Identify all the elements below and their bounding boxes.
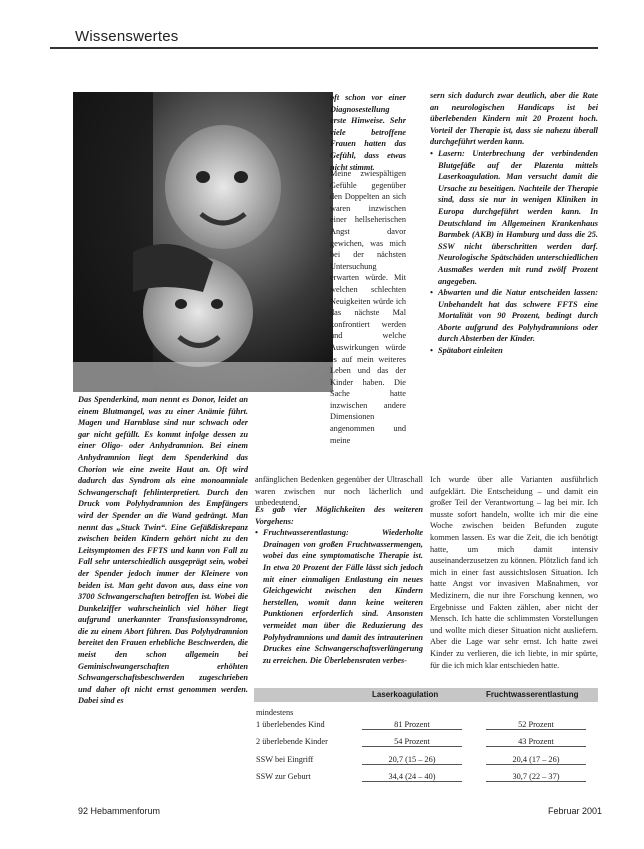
column-d-top: sern sich dadurch zwar deutlich, aber die Rate an neurologischen Handicaps ist bei überlebenden Kindern mit 20 Prozent hoch. Vorteil der Therapie ist, dass sie nahezu überall durchgeführt werden kann. [430, 91, 598, 147]
column-d-body: Ich wurde über alle Varianten ausführlich aufgeklärt. Die Entscheidung – und damit ein großer Teil der Verantwortung – lag bei mir. Ich musste sofort handeln, wollte ich mir die eine Woche zwischen beiden Befunden zugute kommen lassen. Es war die Zeit, die ich benötigt hatte, um mich damit intensiv auseinanderzusetzen zu können. Plötzlich fand ich mich in einer fast aussichtslosen Situation. Ich hatte Angst vor invasiven Maßnahmen, vor Medizinern, die nur ihre Forschung kennen, wo Ergebnisse und Fakten zählen, aber nicht der Mensch. Ich hatte die schlimmsten Vorstellungen und wollte mich dieser Situation nicht ausliefern. Aber die Lage war sehr ernst. Ich hatte zwei Kinder zu verlieren, die ich liebte, in mir spürte, für die ich mich klar entschieden hatte. [430, 475, 598, 670]
table-row-label: SSW zur Geburt [256, 772, 311, 781]
table-row-label: 2 überlebende Kinder [256, 737, 328, 746]
twins-photo [73, 92, 333, 392]
table-cell: 20,4 (17 – 26) [486, 755, 586, 765]
option-item: • Fruchtwasserentlastung: Wiederholte Drainagen von großen Fruchtwassermengen, wobei das eine symptomatische Therapie ist. In etwa 20 Prozent der Fälle lässt sich jedoch mit einer einmaligen Entlastung ein neues Gleichgewicht zwischen den Kindern herstellen, womit dann keine weiteren Punktionen erforderlich sind. Ansonsten vermeidet man über die Reduzierung des Polyhydramnions und damit des intrauterinen Druckes eine Schwangerschaftsverlängerung zu erreichen. Die Überlebensraten verbes- [255, 527, 423, 666]
table-header [254, 688, 598, 702]
table-row-label: SSW bei Eingriff [256, 755, 314, 764]
column-b-text: Meine zwiespältigen Gefühle gegenüber den Doppelten an sich waren inzwischen einer hellseherischen Angst davor gewichen, was mich bei der nächsten Untersuchung erwarten würde. Mit welchen schlechten Neuigkeiten würde ich das nächste Mal konfrontiert werden und welche Auswirkungen würde es auf mein weiteres Leben und das der Kinder haben. Die Sache hatte inzwischen andere Dimensionen angenommen und meine [330, 169, 406, 445]
table-row-label: 1 überlebendes Kind [256, 720, 325, 729]
table-cell: 30,7 (22 – 37) [486, 772, 586, 782]
table-cell: 43 Prozent [486, 737, 586, 747]
header-laser: Laserkoagulation [372, 690, 439, 699]
comparison-table [254, 688, 598, 788]
options-list-continued [430, 148, 598, 357]
option-item: • Abwarten und die Natur entscheiden lassen: Unbehandelt hat das schwere FFTS eine Mortalität von 90 Prozent, bedingt durch Aborte aufgrund des Polyhydramnions oder durch Absterben der Kinder. [430, 287, 598, 345]
header-fluid: Fruchtwasserentlastung [486, 690, 579, 699]
column-b-intro: oft schon vor einer Diagnosestellung erste Hinweise. Sehr viele betroffene Frauen hatten das Gefühl, dass etwas nicht stimmt. [330, 93, 406, 172]
column-d-text [430, 90, 598, 357]
footer-page-info: 92 Hebammenforum [78, 806, 161, 816]
column-c-list [255, 504, 423, 666]
option-item: • Spätabort einleiten [430, 345, 598, 357]
photo-caption: Das Spenderkind, man nennt es Donor, leidet an einem Blutmangel, was zu einer Anämie führt. Magen und Harnblase sind nur schwach oder gar nicht gefüllt. Es kommt infolge dessen zu einer Oligo- oder Anhydramnion. Bei einem Anhydramnion liegt dem Spenderkind das Chorion wie eine zweite Haut an. Oft wird dadurch das Syndrom als eine monoamniale Schwangerschaft fehlinterpretiert. Durch den Druck vom Polyhydramnion des Empfängers wird der Spender an die Wand gedrängt. Man nennt das „Stuck Twin“. Eine Gefäßdiskrepanz zwischen beiden Kindern gehört nicht zu den Leitsymptomen des FFTS und kann von Fall zu Fall sehr unterschiedlich ausgeprägt sein, wobei der Spender jedoch immer der Kleinere von beiden ist. Man geht davon aus, dass eine von 3700 Schwangerschaften betroffen ist. Wobei die Dunkelziffer wahrscheinlich viel höher liegt aufgrund unerkannter Transfusionssyndrome, die zu einem Abort führen. Das Polyhydramnion bereitet den Frauen erhebliche Beschwerden, die meist den schon allgemein bei Geminischwangerschaften erhöhten Schwangerschaftsbeschwerden zugeschrieben und daher oft nicht ernst genommen werden. Dabei sind es [78, 395, 248, 706]
section-title: Wissenswertes [75, 28, 179, 45]
options-intro: Es gab vier Möglichkeiten des weiteren Vorgehens: [255, 505, 423, 526]
table-cell: 34,4 (24 – 40) [362, 772, 462, 782]
footer-date: Februar 2001 [548, 806, 603, 816]
table-cell: 81 Prozent [362, 720, 462, 730]
table-row-label: mindestens [256, 708, 294, 717]
header-rule [50, 47, 598, 49]
column-c-top: anfänglichen Bedenken gegenüber der Ultraschall waren zwischen nur noch lächerlich und unbedeutend. [255, 475, 423, 508]
table-cell: 52 Prozent [486, 720, 586, 730]
options-list [255, 527, 423, 666]
table-cell: 20,7 (15 – 26) [362, 755, 462, 765]
table-cell: 54 Prozent [362, 737, 462, 747]
option-item: • Lasern: Unterbrechung der verbindenden Blutgefäße auf der Plazenta mittels Laserkoagulation. Man versucht damit die Ursache zu beseitigen. Nachteile der Therapie sind, dass sie nur in wenigen Kliniken in Europa durchgeführt werden kann. In Deutschland im Allgemeinen Krankenhaus Barmbek (AKB) in Hamburg und dass die 25. SSW nicht überschritten werden darf. Neurologische Spätschäden unterschiedlichen Ausmaßes werden mit rund zwölf Prozent angegeben. [430, 148, 598, 287]
